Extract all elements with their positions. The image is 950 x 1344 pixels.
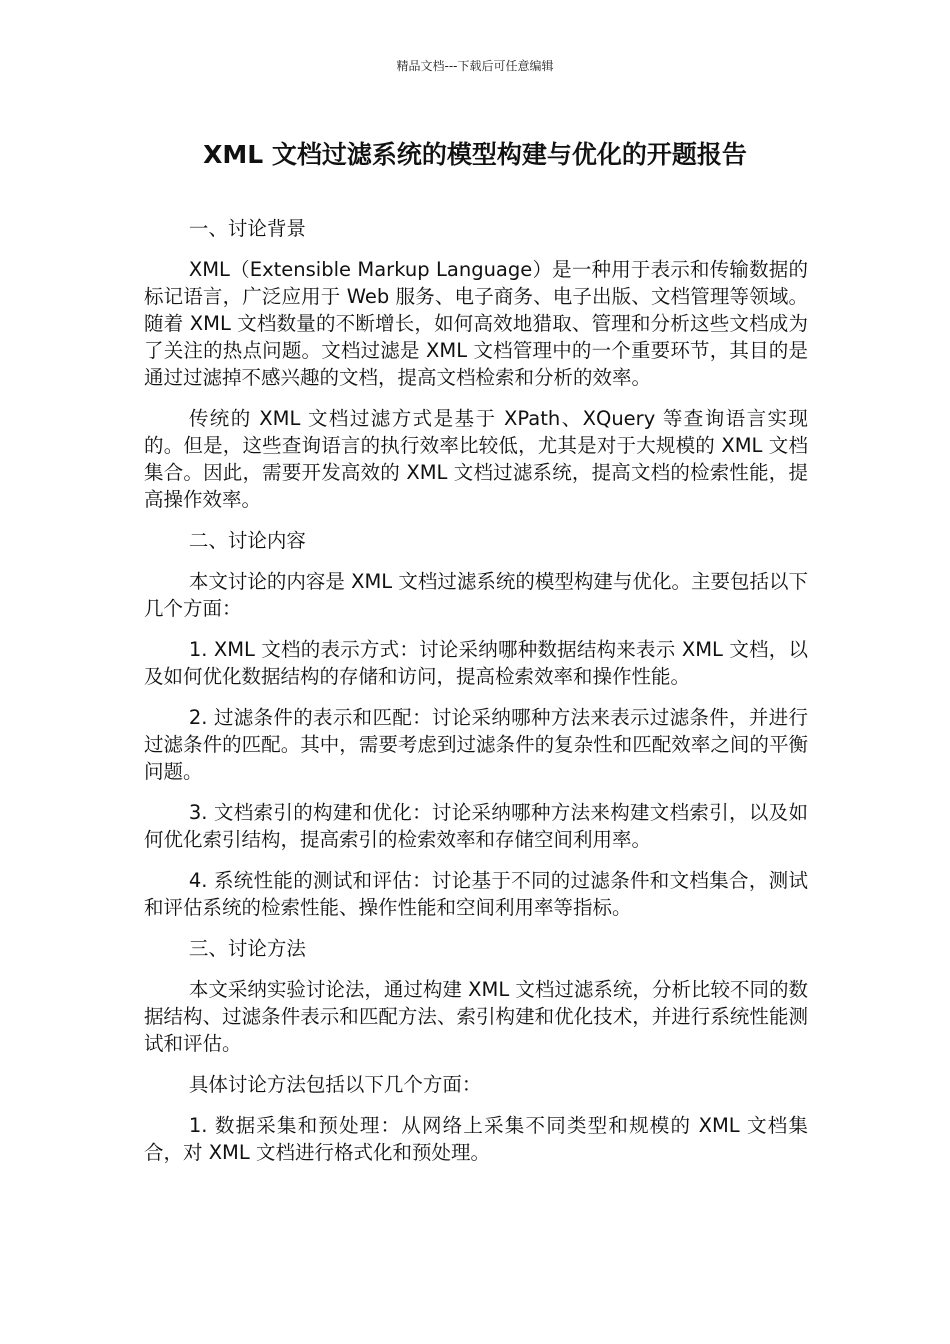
section-background: [144, 215, 808, 513]
section-heading: 一、讨论背景: [188, 217, 306, 240]
list-item-paragraph: 2. 过滤条件的表示和匹配：讨论采纳哪种方法来表示过滤条件，并进行过滤条件的匹配。其中，需要考虑到过滤条件的复杂性和匹配效率之间的平衡问题。: [144, 706, 808, 783]
page-header-note: 精品文档---下载后可任意编辑: [396, 59, 554, 73]
body-paragraph: 本文采纳实验讨论法，通过构建 XML 文档过滤系统，分析比较不同的数据结构、过滤条件表示和匹配方法、索引构建和优化技术，并进行系统性能测试和评估。: [144, 978, 808, 1055]
body-paragraph: 本文讨论的内容是 XML 文档过滤系统的模型构建与优化。主要包括以下几个方面：: [144, 570, 808, 620]
section-content: [144, 527, 808, 921]
body-paragraph: XML（Extensible Markup Language）是一种用于表示和传输数据的标记语言，广泛应用于 Web 服务、电子商务、电子出版、文档管理等领域。随着 XML 文档数量的不断增长，如何高效地猎取、管理和分析这些文档成为了关注的热点问题。文档过滤是 XML 文档管理中的一个重要环节，其目的是通过过滤掉不感兴趣的文档，提高文档检索和分析的效率。: [144, 258, 808, 389]
document-title: XML 文档过滤系统的模型构建与优化的开题报告: [203, 140, 747, 169]
body-paragraph: 具体讨论方法包括以下几个方面：: [188, 1073, 482, 1096]
list-item-paragraph: 1. XML 文档的表示方式：讨论采纳哪种数据结构来表示 XML 文档，以及如何优化数据结构的存储和访问，提高检索效率和操作性能。: [144, 638, 808, 688]
section-heading: 二、讨论内容: [188, 529, 306, 552]
section-heading: 三、讨论方法: [188, 937, 306, 960]
list-item-paragraph: 4. 系统性能的测试和评估：讨论基于不同的过滤条件和文档集合，测试和评估系统的检索性能、操作性能和空间利用率等指标。: [144, 869, 808, 919]
document-body: [144, 215, 808, 1180]
body-paragraph: 传统的 XML 文档过滤方式是基于 XPath、XQuery 等查询语言实现的。但是，这些查询语言的执行效率比较低，尤其是对于大规模的 XML 文档集合。因此，需要开发高效的 XML 文档过滤系统，提高文档的检索性能，提高操作效率。: [144, 407, 808, 511]
list-item-paragraph: 1. 数据采集和预处理：从网络上采集不同类型和规模的 XML 文档集合，对 XML 文档进行格式化和预处理。: [144, 1114, 808, 1164]
section-method: [144, 935, 808, 1166]
list-item-paragraph: 3. 文档索引的构建和优化：讨论采纳哪种方法来构建文档索引，以及如何优化索引结构，提高索引的检索效率和存储空间利用率。: [144, 801, 808, 851]
